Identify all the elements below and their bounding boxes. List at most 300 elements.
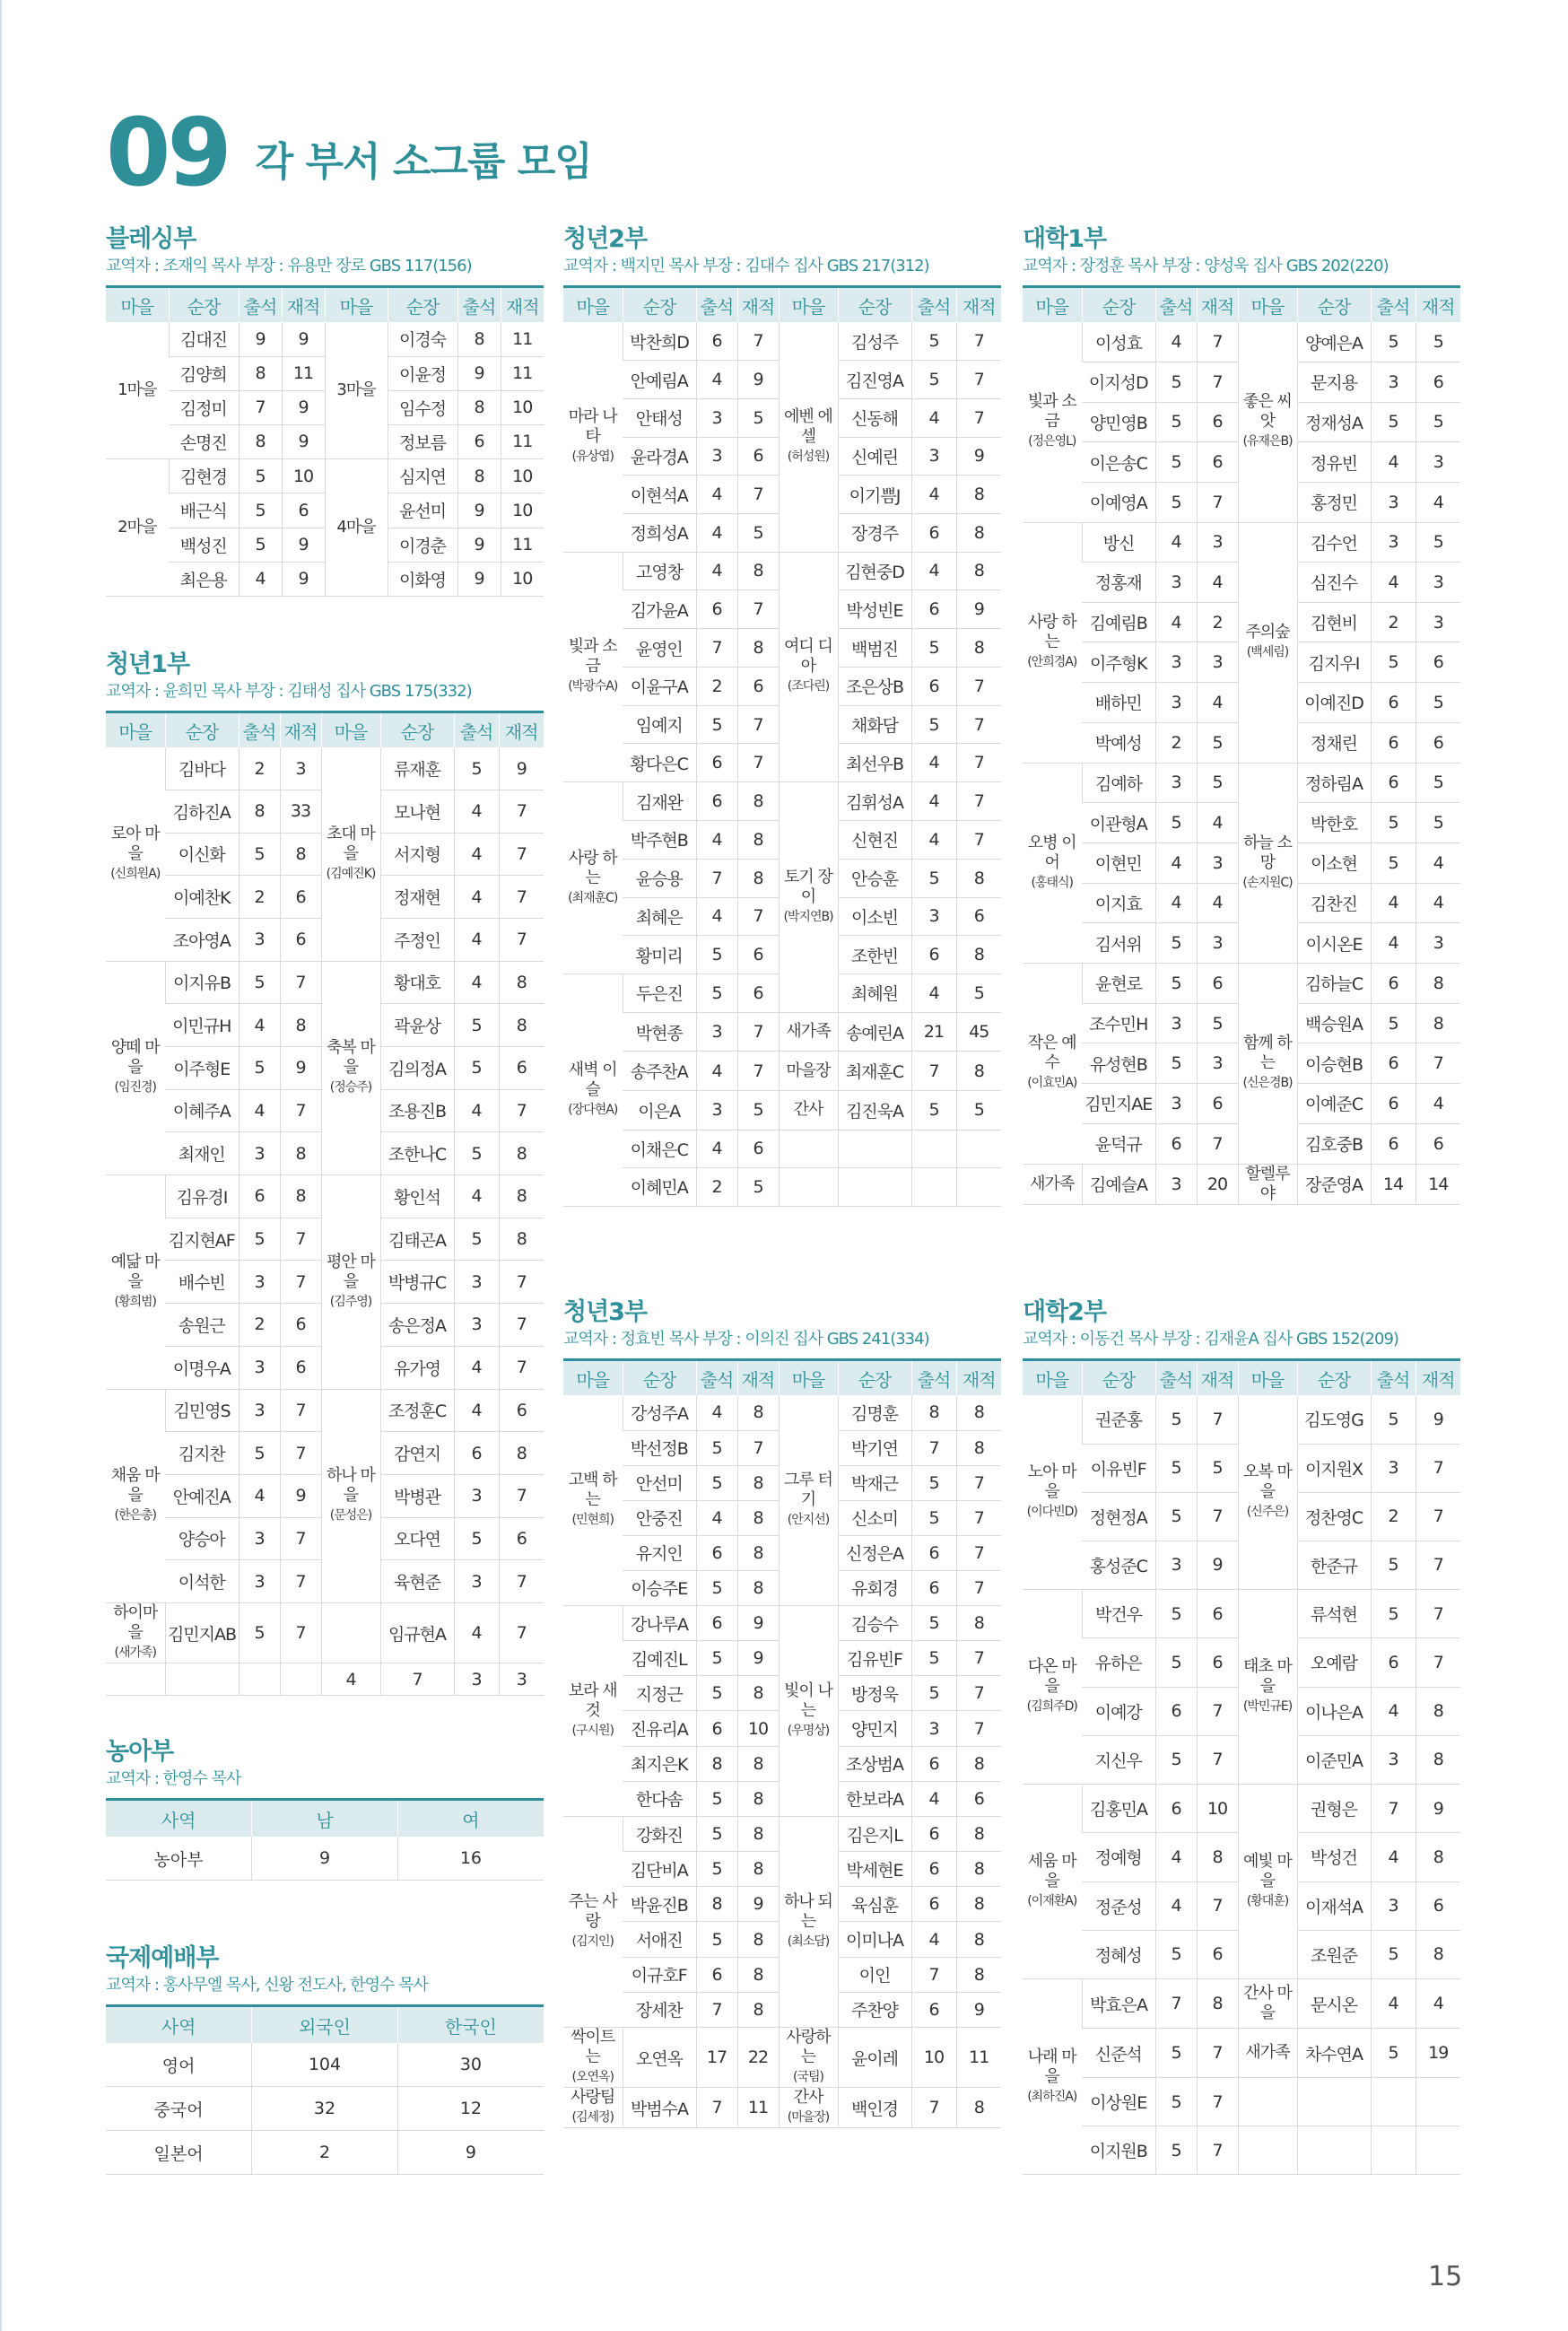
column-header: 순장	[1297, 1360, 1371, 1396]
attendance-count: 7	[911, 1430, 956, 1465]
village-leader: (안지선)	[787, 1513, 830, 1527]
attendance-count: 3	[239, 1517, 280, 1560]
attendance-count: 5	[696, 1570, 737, 1605]
attendance-count: 4	[239, 1474, 280, 1517]
enrolled-count: 9	[956, 1992, 1001, 2027]
enrolled-count: 8	[1197, 1833, 1238, 1881]
village-cell	[1238, 964, 1297, 1165]
enrolled-count: 11	[501, 356, 544, 390]
attendance-count: 4	[454, 918, 499, 961]
enrolled-count: 9	[737, 361, 779, 399]
column-header: 출석	[239, 712, 280, 748]
attendance-count: 6	[911, 590, 956, 629]
enrolled-count: 10	[501, 562, 544, 596]
table-row	[106, 1837, 544, 1881]
section-info: 교역자 : 윤희민 목사 부장 : 김태성 집사 GBS 175(332)	[106, 682, 472, 701]
village-cell	[106, 747, 165, 961]
village-leader: (새가족)	[114, 1646, 156, 1660]
enrolled-count: 8	[737, 1465, 779, 1500]
enrolled-count: 7	[280, 1603, 321, 1663]
enrolled-count: 8	[956, 1817, 1001, 1852]
enrolled-count: 4	[1416, 883, 1460, 923]
attendance-count: 5	[1155, 1043, 1197, 1084]
enrolled-count: 7	[737, 705, 779, 744]
leader-name: 조정훈C	[380, 1389, 454, 1432]
table-row	[106, 2087, 544, 2131]
table-row	[563, 782, 1001, 821]
enrolled-count: 6	[737, 667, 779, 705]
column-header: 사역	[106, 2006, 252, 2044]
leader-name: 신현진	[838, 820, 911, 859]
table-row	[563, 1395, 1001, 1430]
village-cell	[563, 1395, 623, 1606]
leader-name: 김현중D	[838, 552, 911, 590]
village-cell	[1023, 522, 1082, 763]
page-edge	[0, 0, 2, 2331]
enrolled-count: 8	[956, 513, 1001, 552]
village-name: 나래 마을	[1027, 2047, 1076, 2086]
village-cell	[1238, 1395, 1297, 1590]
leader-name: 양민영B	[1082, 402, 1155, 442]
leader-name: 이예찬K	[165, 876, 239, 919]
leader-name: 한다솜	[623, 1781, 696, 1816]
village-cell	[1238, 1785, 1297, 1979]
enrolled-count: 5	[1416, 763, 1460, 803]
leader-name: 송원근	[165, 1304, 239, 1347]
intl-table	[106, 2004, 544, 2175]
village-leader: (신은경B)	[1242, 1076, 1293, 1091]
leader-name: 윤선미	[388, 493, 457, 528]
attendance-count: 4	[696, 361, 737, 399]
leader-name: 이지유B	[165, 961, 239, 1004]
enrolled-count: 9	[282, 562, 325, 596]
leader-name: 박성빈E	[838, 590, 911, 629]
village-leader: (정은영L)	[1028, 434, 1076, 450]
leader-name: 김민영S	[165, 1389, 239, 1432]
page-header	[106, 98, 592, 207]
table-row	[1023, 1590, 1460, 1638]
leader-name: 최재훈C	[838, 1052, 911, 1091]
village-cell	[321, 961, 380, 1175]
leader-name: 송예린A	[838, 1012, 911, 1052]
enrolled-count: 2	[1197, 602, 1238, 642]
attendance-count: 4	[454, 790, 499, 834]
village-name: 예빛 마을	[1243, 1852, 1292, 1890]
enrolled-count: 7	[280, 1261, 321, 1304]
attendance-count: 3	[1155, 1164, 1197, 1205]
enrolled-count: 7	[737, 744, 779, 782]
column-header: 재적	[956, 287, 1001, 323]
attendance-count: 3	[239, 1389, 280, 1432]
leader-name: 안중진	[623, 1500, 696, 1535]
attendance-count: 4	[1155, 1833, 1197, 1881]
table-row	[1023, 2078, 1460, 2126]
table-row	[563, 1090, 1001, 1130]
attendance-count: 3	[454, 1474, 499, 1517]
attendance-count: 7	[1371, 1785, 1416, 1833]
section-title: 블레싱부	[106, 225, 196, 253]
enrolled-count: 7	[1197, 1123, 1238, 1164]
leader-name: 이주형E	[165, 1046, 239, 1089]
village-cell	[1023, 1164, 1082, 1205]
count-cell: 2	[252, 2131, 398, 2175]
section-title: 농아부	[106, 1738, 174, 1766]
leader-name: 이소빈	[838, 897, 911, 936]
attendance-count: 6	[1371, 722, 1416, 763]
leader-name: 김승수	[838, 1606, 911, 1641]
attendance-count: 5	[1155, 1930, 1197, 1978]
enrolled-count: 9	[956, 437, 1001, 476]
attendance-count: 4	[1155, 602, 1197, 642]
attendance-count: 3	[1155, 763, 1197, 803]
village-leader: (박민규E)	[1242, 1699, 1293, 1714]
village-cell	[106, 961, 165, 1175]
enrolled-count: 10	[282, 459, 325, 493]
table-row	[563, 1052, 1001, 1091]
attendance-count: 3	[1155, 683, 1197, 723]
attendance-count: 2	[696, 667, 737, 705]
youth1-table	[106, 711, 544, 1696]
attendance-count: 6	[457, 424, 501, 458]
attendance-count: 5	[911, 859, 956, 897]
village-cell	[106, 322, 169, 459]
leader-name: 유가영	[380, 1346, 454, 1389]
enrolled-count: 8	[737, 1395, 779, 1430]
village-cell	[563, 974, 623, 1207]
enrolled-count: 8	[956, 859, 1001, 897]
leader-name: 윤영인	[623, 629, 696, 668]
enrolled-count: 7	[1197, 1395, 1238, 1444]
leader-name: 백승원A	[1297, 1003, 1371, 1043]
leader-name: 김민지AB	[165, 1603, 239, 1663]
enrolled-count: 8	[956, 1052, 1001, 1091]
attendance-count: 4	[1155, 1881, 1197, 1930]
leader-name: 정혜성	[1082, 1930, 1155, 1978]
leader-name: 김성주	[838, 322, 911, 361]
leader-name: 신예린	[838, 437, 911, 476]
enrolled-count: 8	[280, 1175, 321, 1218]
enrolled-count: 7	[1197, 1492, 1238, 1541]
enrolled-count: 14	[1416, 1164, 1460, 1205]
column-header: 재적	[956, 1360, 1001, 1396]
column-header: 재적	[737, 287, 779, 323]
village-leader: (김예진K)	[326, 866, 376, 881]
attendance-count: 5	[1371, 2029, 1416, 2078]
leader-name: 서애진	[623, 1922, 696, 1957]
enrolled-count: 8	[1416, 1735, 1460, 1784]
village-cell	[779, 1090, 838, 1130]
attendance-count: 2	[696, 1168, 737, 1207]
village-name: 사랑팀	[571, 2088, 615, 2107]
village-name: 빛과 소금	[568, 637, 617, 677]
attendance-count: 3	[239, 1261, 280, 1304]
village-name: 다온 마을	[1027, 1657, 1076, 1696]
village-leader: (장다현A)	[568, 1102, 618, 1117]
leader-name: 진유리A	[623, 1711, 696, 1746]
village-name: 새가족	[786, 1022, 831, 1042]
leader-name: 황다은C	[623, 744, 696, 782]
village-name: 작은 예수	[1027, 1034, 1076, 1073]
attendance-count: 3	[911, 437, 956, 476]
village-name: 그루 터기	[784, 1471, 832, 1509]
attendance-count: 5	[911, 1606, 956, 1641]
leader-name: 신정은A	[838, 1535, 911, 1570]
enrolled-count: 5	[956, 1090, 1001, 1130]
attendance-count: 5	[696, 1676, 737, 1711]
leader-name: 조한빈	[838, 936, 911, 974]
attendance-count: 4	[454, 1389, 499, 1432]
leader-name: 감연지	[380, 1432, 454, 1475]
village-cell	[1023, 1785, 1082, 1979]
leader-name: 이윤정	[388, 356, 457, 390]
leader-name: 채화담	[838, 705, 911, 744]
leader-name: 류재훈	[380, 747, 454, 790]
section-title: 청년2부	[563, 225, 648, 253]
enrolled-count: 7	[499, 1261, 544, 1304]
leader-name: 육심훈	[838, 1887, 911, 1922]
leader-name: 이현민	[1082, 842, 1155, 883]
enrolled-count: 5	[737, 398, 779, 437]
enrolled-count: 9	[956, 590, 1001, 629]
leader-name: 이예영A	[1082, 482, 1155, 522]
village-name: 사랑 하는	[1027, 613, 1076, 651]
attendance-count: 4	[911, 974, 956, 1013]
leader-name: 장준영A	[1297, 1164, 1371, 1205]
enrolled-count: 7	[737, 897, 779, 936]
leader-name: 류석현	[1297, 1590, 1371, 1638]
attendance-count: 5	[1155, 1590, 1197, 1638]
column-header: 마을	[106, 712, 165, 748]
village-leader: (홍태식)	[1031, 875, 1073, 890]
attendance-count: 4	[696, 897, 737, 936]
leader-name: 오다연	[380, 1517, 454, 1560]
enrolled-count: 33	[280, 790, 321, 834]
village-leader: (마을장)	[787, 2110, 830, 2125]
attendance-count: 4	[454, 876, 499, 919]
enrolled-count: 7	[737, 590, 779, 629]
leader-name: 황대호	[380, 961, 454, 1004]
table-row	[1023, 763, 1460, 803]
attendance-count: 5	[1155, 803, 1197, 843]
village-cell	[321, 1603, 380, 1663]
column-header: 마을	[1238, 1360, 1297, 1396]
count-cell: 32	[252, 2087, 398, 2131]
attendance-count: 10	[911, 2028, 956, 2088]
attendance-count: 7	[1155, 1979, 1197, 2029]
attendance-count: 6	[1371, 1123, 1416, 1164]
village-cell	[1238, 522, 1297, 763]
attendance-count: 6	[911, 1817, 956, 1852]
column-header: 순장	[165, 712, 239, 748]
enrolled-count: 3	[1197, 923, 1238, 964]
enrolled-count: 7	[1416, 1590, 1460, 1638]
enrolled-count: 7	[1197, 322, 1238, 362]
table-row	[1023, 964, 1460, 1004]
column-header: 외국인	[252, 2006, 398, 2044]
column-header: 재적	[282, 287, 325, 323]
attendance-count: 5	[696, 705, 737, 744]
leader-name: 김유빈F	[838, 1641, 911, 1676]
column-header: 마을	[1023, 287, 1082, 323]
village-name: 함께 하는	[1243, 1034, 1292, 1073]
enrolled-count: 8	[737, 820, 779, 859]
attendance-count: 3	[696, 398, 737, 437]
column-header: 사역	[106, 1800, 252, 1838]
enrolled-count: 4	[1197, 803, 1238, 843]
village-name: 좋은 씨앗	[1243, 392, 1292, 432]
leader-name: 정보름	[388, 424, 457, 458]
attendance-count: 5	[1155, 1735, 1197, 1784]
leader-name: 서지형	[380, 833, 454, 876]
village-cell	[563, 1606, 623, 1817]
ministry-name: 중국어	[106, 2087, 252, 2131]
enrolled-count: 5	[1197, 722, 1238, 763]
attendance-count: 3	[1371, 482, 1416, 522]
column-header: 재적	[280, 712, 321, 748]
village-cell	[106, 459, 169, 597]
table-row	[106, 747, 544, 790]
village-name: 간사	[793, 1100, 823, 1120]
table-row	[1023, 2029, 1460, 2078]
attendance-count: 3	[1155, 1003, 1197, 1043]
attendance-count: 4	[454, 1089, 499, 1132]
village-name: 오복 마을	[1243, 1462, 1292, 1501]
attendance-count: 5	[1155, 442, 1197, 483]
village-cell	[563, 552, 623, 782]
table-row	[106, 322, 544, 356]
ministry-name: 일본어	[106, 2131, 252, 2175]
leader-name: 한보라A	[838, 1781, 911, 1816]
column-header: 출석	[1155, 287, 1197, 323]
enrolled-count: 6	[1416, 722, 1460, 763]
village-name: 축복 마을	[327, 1038, 375, 1078]
leader-name: 김서위	[1082, 923, 1155, 964]
attendance-count: 4	[696, 513, 737, 552]
enrolled-count: 8	[737, 1922, 779, 1957]
village-name: 초대 마을	[327, 824, 375, 863]
village-cell	[325, 322, 388, 459]
enrolled-count: 8	[737, 859, 779, 897]
section-youth3	[563, 1297, 1001, 2128]
attendance-count: 3	[1155, 642, 1197, 683]
enrolled-count: 3	[1416, 442, 1460, 483]
column-header: 여	[397, 1800, 544, 1838]
village-cell	[779, 1052, 838, 1091]
empty-cell	[1416, 2126, 1460, 2175]
enrolled-count: 7	[956, 782, 1001, 821]
enrolled-count: 7	[956, 667, 1001, 705]
leader-name: 이승주E	[623, 1570, 696, 1605]
attendance-count: 5	[1155, 1444, 1197, 1492]
enrolled-count: 6	[1197, 1590, 1238, 1638]
leader-name: 이유빈F	[1082, 1444, 1155, 1492]
column-header: 재적	[1197, 1360, 1238, 1396]
enrolled-count: 6	[280, 918, 321, 961]
village-name: 주는 사랑	[568, 1892, 617, 1931]
attendance-count: 5	[239, 1432, 280, 1475]
village-leader: (허성원)	[787, 449, 830, 464]
attendance-count: 6	[911, 667, 956, 705]
enrolled-count: 4	[1416, 842, 1460, 883]
leader-name: 한준규	[1297, 1541, 1371, 1589]
enrolled-count: 7	[1197, 1687, 1238, 1735]
leader-name: 박세현E	[838, 1852, 911, 1887]
village-name: 간사 마을	[1243, 1984, 1292, 2022]
enrolled-count: 7	[956, 322, 1001, 361]
column-header: 출석	[1371, 287, 1416, 323]
attendance-count: 5	[1155, 2029, 1197, 2078]
enrolled-count: 7	[280, 1432, 321, 1475]
village-leader: (국팀)	[793, 2070, 823, 2084]
enrolled-count: 7	[499, 790, 544, 834]
village-leader: (최하진A)	[1027, 2089, 1077, 2104]
leader-name: 황인석	[380, 1175, 454, 1218]
leader-name: 홍정민	[1297, 482, 1371, 522]
village-leader: (최재훈C)	[568, 890, 618, 905]
column-header: 순장	[623, 1360, 696, 1396]
enrolled-count: 7	[737, 1012, 779, 1052]
leader-name: 강화진	[623, 1817, 696, 1852]
enrolled-count: 7	[499, 833, 544, 876]
enrolled-count: 7	[956, 1641, 1001, 1676]
enrolled-count: 7	[956, 398, 1001, 437]
attendance-count: 5	[1371, 803, 1416, 843]
attendance-count: 4	[696, 1500, 737, 1535]
village-name: 오병 이어	[1027, 833, 1076, 872]
village-cell	[563, 2088, 623, 2128]
leader-name: 조은상B	[838, 667, 911, 705]
village-name: 보라 새것	[568, 1681, 617, 1720]
leader-name: 정찬영C	[1297, 1492, 1371, 1541]
enrolled-count: 7	[1416, 1043, 1460, 1084]
leader-name: 이신화	[165, 833, 239, 876]
attendance-count: 5	[1371, 842, 1416, 883]
univ1-table	[1023, 285, 1460, 1205]
enrolled-count: 8	[956, 1430, 1001, 1465]
count-cell: 30	[397, 2043, 544, 2087]
attendance-count: 6	[1371, 1638, 1416, 1687]
enrolled-count: 5	[1416, 322, 1460, 362]
attendance-count: 4	[1371, 1979, 1416, 2029]
attendance-count: 3	[1155, 563, 1197, 603]
attendance-count: 4	[454, 961, 499, 1004]
attendance-count: 6	[1371, 1084, 1416, 1124]
leader-name: 이명우A	[165, 1346, 239, 1389]
total-cell: 7	[380, 1663, 454, 1696]
leader-name: 최재인	[165, 1132, 239, 1175]
enrolled-count: 7	[956, 1711, 1001, 1746]
attendance-count: 8	[239, 356, 282, 390]
enrolled-count: 8	[956, 1887, 1001, 1922]
village-cell	[1023, 1395, 1082, 1590]
enrolled-count: 3	[1416, 923, 1460, 964]
village-cell	[563, 2028, 623, 2088]
village-leader: (백세림)	[1246, 645, 1289, 659]
enrolled-count: 7	[956, 1465, 1001, 1500]
column-header: 순장	[169, 287, 239, 323]
leader-name: 이민규H	[165, 1004, 239, 1047]
enrolled-count: 22	[737, 2028, 779, 2088]
enrolled-count: 5	[737, 1090, 779, 1130]
empty-cell	[280, 1663, 321, 1696]
enrolled-count: 7	[956, 744, 1001, 782]
attendance-count: 5	[1155, 1395, 1197, 1444]
leader-name: 정현정A	[1082, 1492, 1155, 1541]
column-header: 순장	[1297, 287, 1371, 323]
village-leader: (신희원A)	[110, 866, 161, 881]
leader-name: 김민지AE	[1082, 1084, 1155, 1124]
attendance-count: 4	[1155, 522, 1197, 563]
